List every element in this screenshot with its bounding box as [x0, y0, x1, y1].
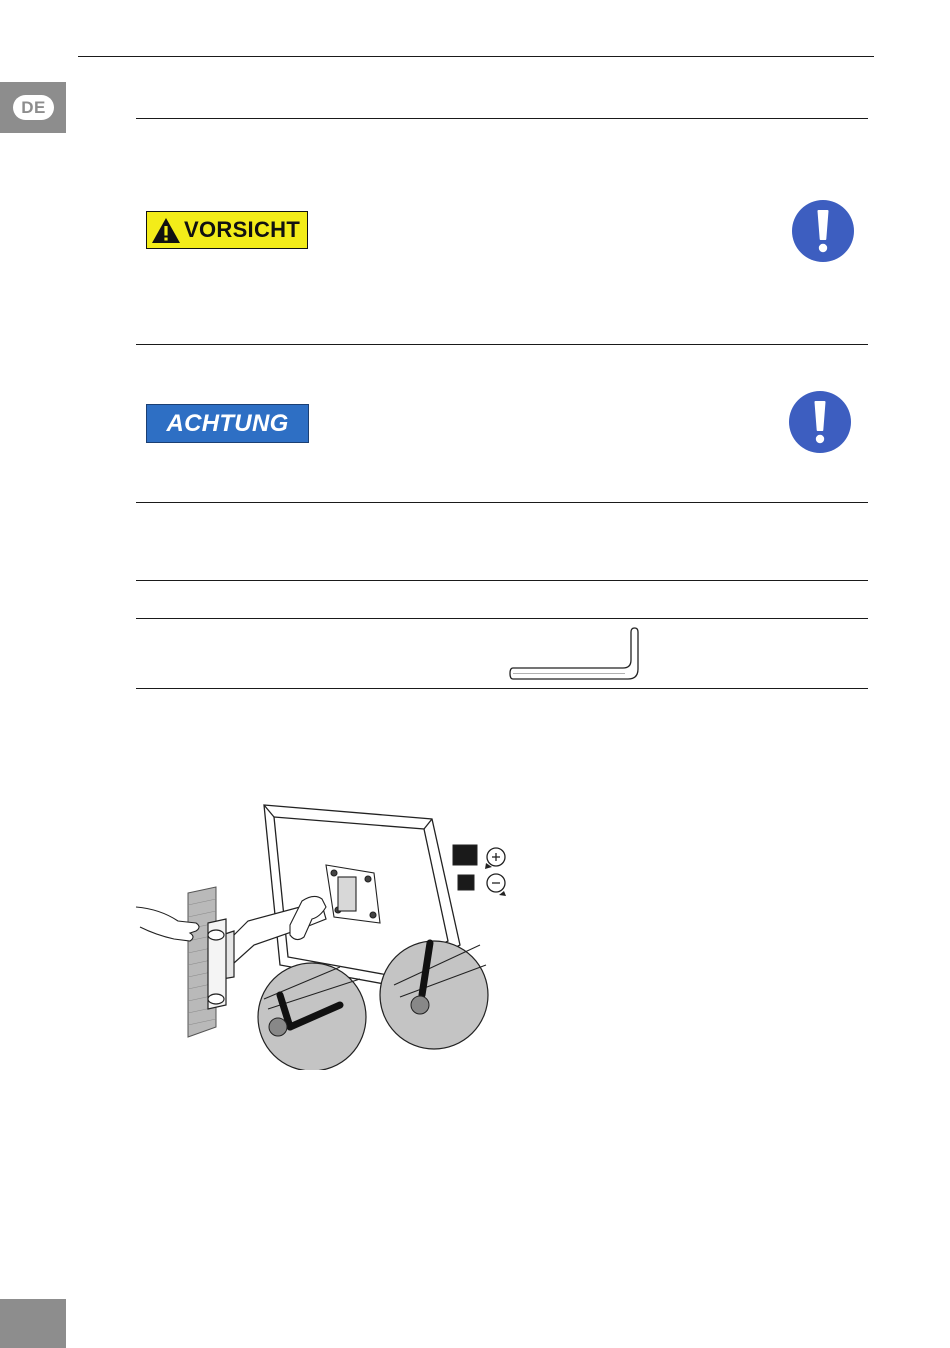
vesa-plate: [326, 865, 380, 923]
detail-circle-left: [258, 963, 366, 1070]
section-rule-5: [136, 618, 868, 619]
rotate-clockwise-plus-icon: [453, 845, 505, 869]
notice-label-text: ACHTUNG: [166, 409, 289, 437]
rotate-counterclockwise-minus-icon: [458, 874, 506, 896]
section-rule-4: [136, 580, 868, 581]
warning-triangle-icon: [151, 217, 181, 244]
page-number-tab: [0, 1299, 66, 1348]
caution-label-text: VORSICHT: [184, 217, 301, 242]
language-tab: [0, 82, 66, 133]
notice-label: [146, 404, 309, 443]
caution-label: [146, 211, 308, 249]
installation-illustration: [130, 795, 520, 1070]
section-rule-2: [136, 344, 868, 345]
section-rule-6: [136, 688, 868, 689]
detail-circle-right: [380, 941, 488, 1049]
exclamation-mark-circle-icon: [788, 390, 852, 454]
section-rule-1: [136, 118, 868, 119]
exclamation-mark-circle-icon: [791, 199, 855, 263]
language-badge: DE: [13, 95, 54, 120]
allen-key-icon: [505, 624, 650, 684]
section-rule-3: [136, 502, 868, 503]
header-rule: [78, 56, 874, 57]
